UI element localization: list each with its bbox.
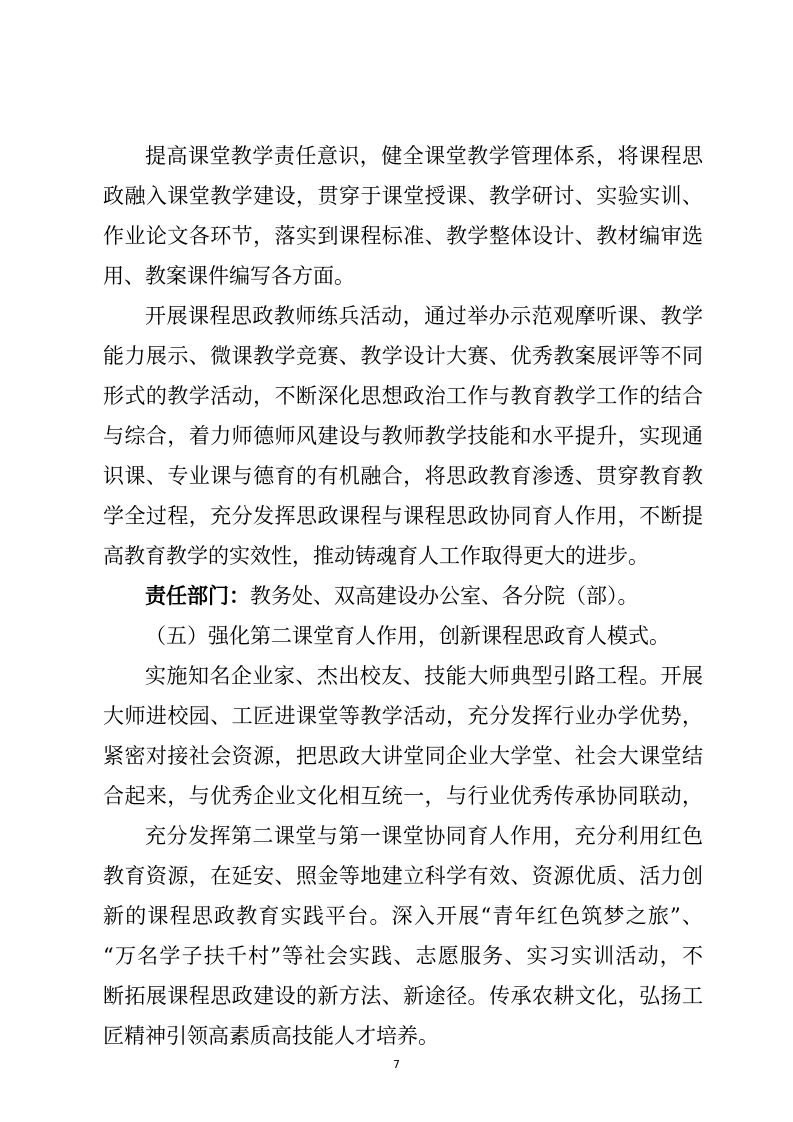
paragraph-4-line-6: 匠精神引领高素质高技能人才培养。 <box>103 1024 439 1048</box>
paragraph-3-line-4: 合起来，与优秀企业文化相互统一，与行业优秀传承协同联动， <box>103 784 703 808</box>
paragraph-3-line-1: 实施知名企业家、杰出校友、技能大师典型引路工程。开展 <box>145 664 703 688</box>
paragraph-4-line-3: 新的课程思政教育实践平台。深入开展“青年红色筑梦之旅”、 <box>103 904 703 928</box>
paragraph-4-line-5: 断拓展课程思政建设的新方法、新途径。传承农耕文化，弘扬工 <box>103 984 703 1008</box>
paragraph-2-line-1: 开展课程思政教师练兵活动，通过举办示范观摩听课、教学 <box>145 304 703 328</box>
paragraph-2-line-2: 能力展示、微课教学竞赛、教学设计大赛、优秀教案展评等不同 <box>103 344 703 368</box>
paragraph-4-line-4: “万名学子扶千村”等社会实践、志愿服务、实习实训活动，不 <box>103 944 703 968</box>
responsibility-line <box>145 576 703 616</box>
paragraph-4-line-2: 教育资源，在延安、照金等地建立科学有效、资源优质、活力创 <box>103 864 703 888</box>
paragraph-1-line-3: 作业论文各环节，落实到课程标准、教学整体设计、教材编审选 <box>103 224 703 248</box>
responsibility-value: 教务处、双高建设办公室、各分院（部）。 <box>250 584 639 608</box>
paragraph-4-line-1: 充分发挥第二课堂与第一课堂协同育人作用，充分利用红色 <box>145 824 703 848</box>
paragraph-2-line-3: 形式的教学活动，不断深化思想政治工作与教育教学工作的结合 <box>103 384 703 408</box>
paragraph-2-line-4: 与综合，着力师德师风建设与教师教学技能和水平提升，实现通 <box>103 424 703 448</box>
paragraph-2-line-7: 高教育教学的实效性，推动铸魂育人工作取得更大的进步。 <box>103 544 649 568</box>
paragraph-3-line-3: 紧密对接社会资源，把思政大讲堂同企业大学堂、社会大课堂结 <box>103 744 703 768</box>
page-number: 7 <box>393 1058 400 1071</box>
paragraph-1-line-1: 提高课堂教学责任意识，健全课堂教学管理体系，将课程思 <box>145 144 703 168</box>
paragraph-2-line-5: 识课、专业课与德育的有机融合，将思政教育渗透、贯穿教育教 <box>103 464 703 488</box>
responsibility-label: 责任部门： <box>145 583 250 608</box>
paragraph-1-line-2: 政融入课堂教学建设，贯穿于课堂授课、教学研讨、实验实训、 <box>103 184 703 208</box>
paragraph-2-line-6: 学全过程，充分发挥思政课程与课程思政协同育人作用，不断提 <box>103 504 703 528</box>
section-heading: （五）强化第二课堂育人作用，创新课程思政育人模式。 <box>145 624 670 648</box>
paragraph-3-line-2: 大师进校园、工匠进课堂等教学活动，充分发挥行业办学优势， <box>103 704 703 728</box>
paragraph-1-line-4: 用、教案课件编写各方面。 <box>103 264 355 288</box>
